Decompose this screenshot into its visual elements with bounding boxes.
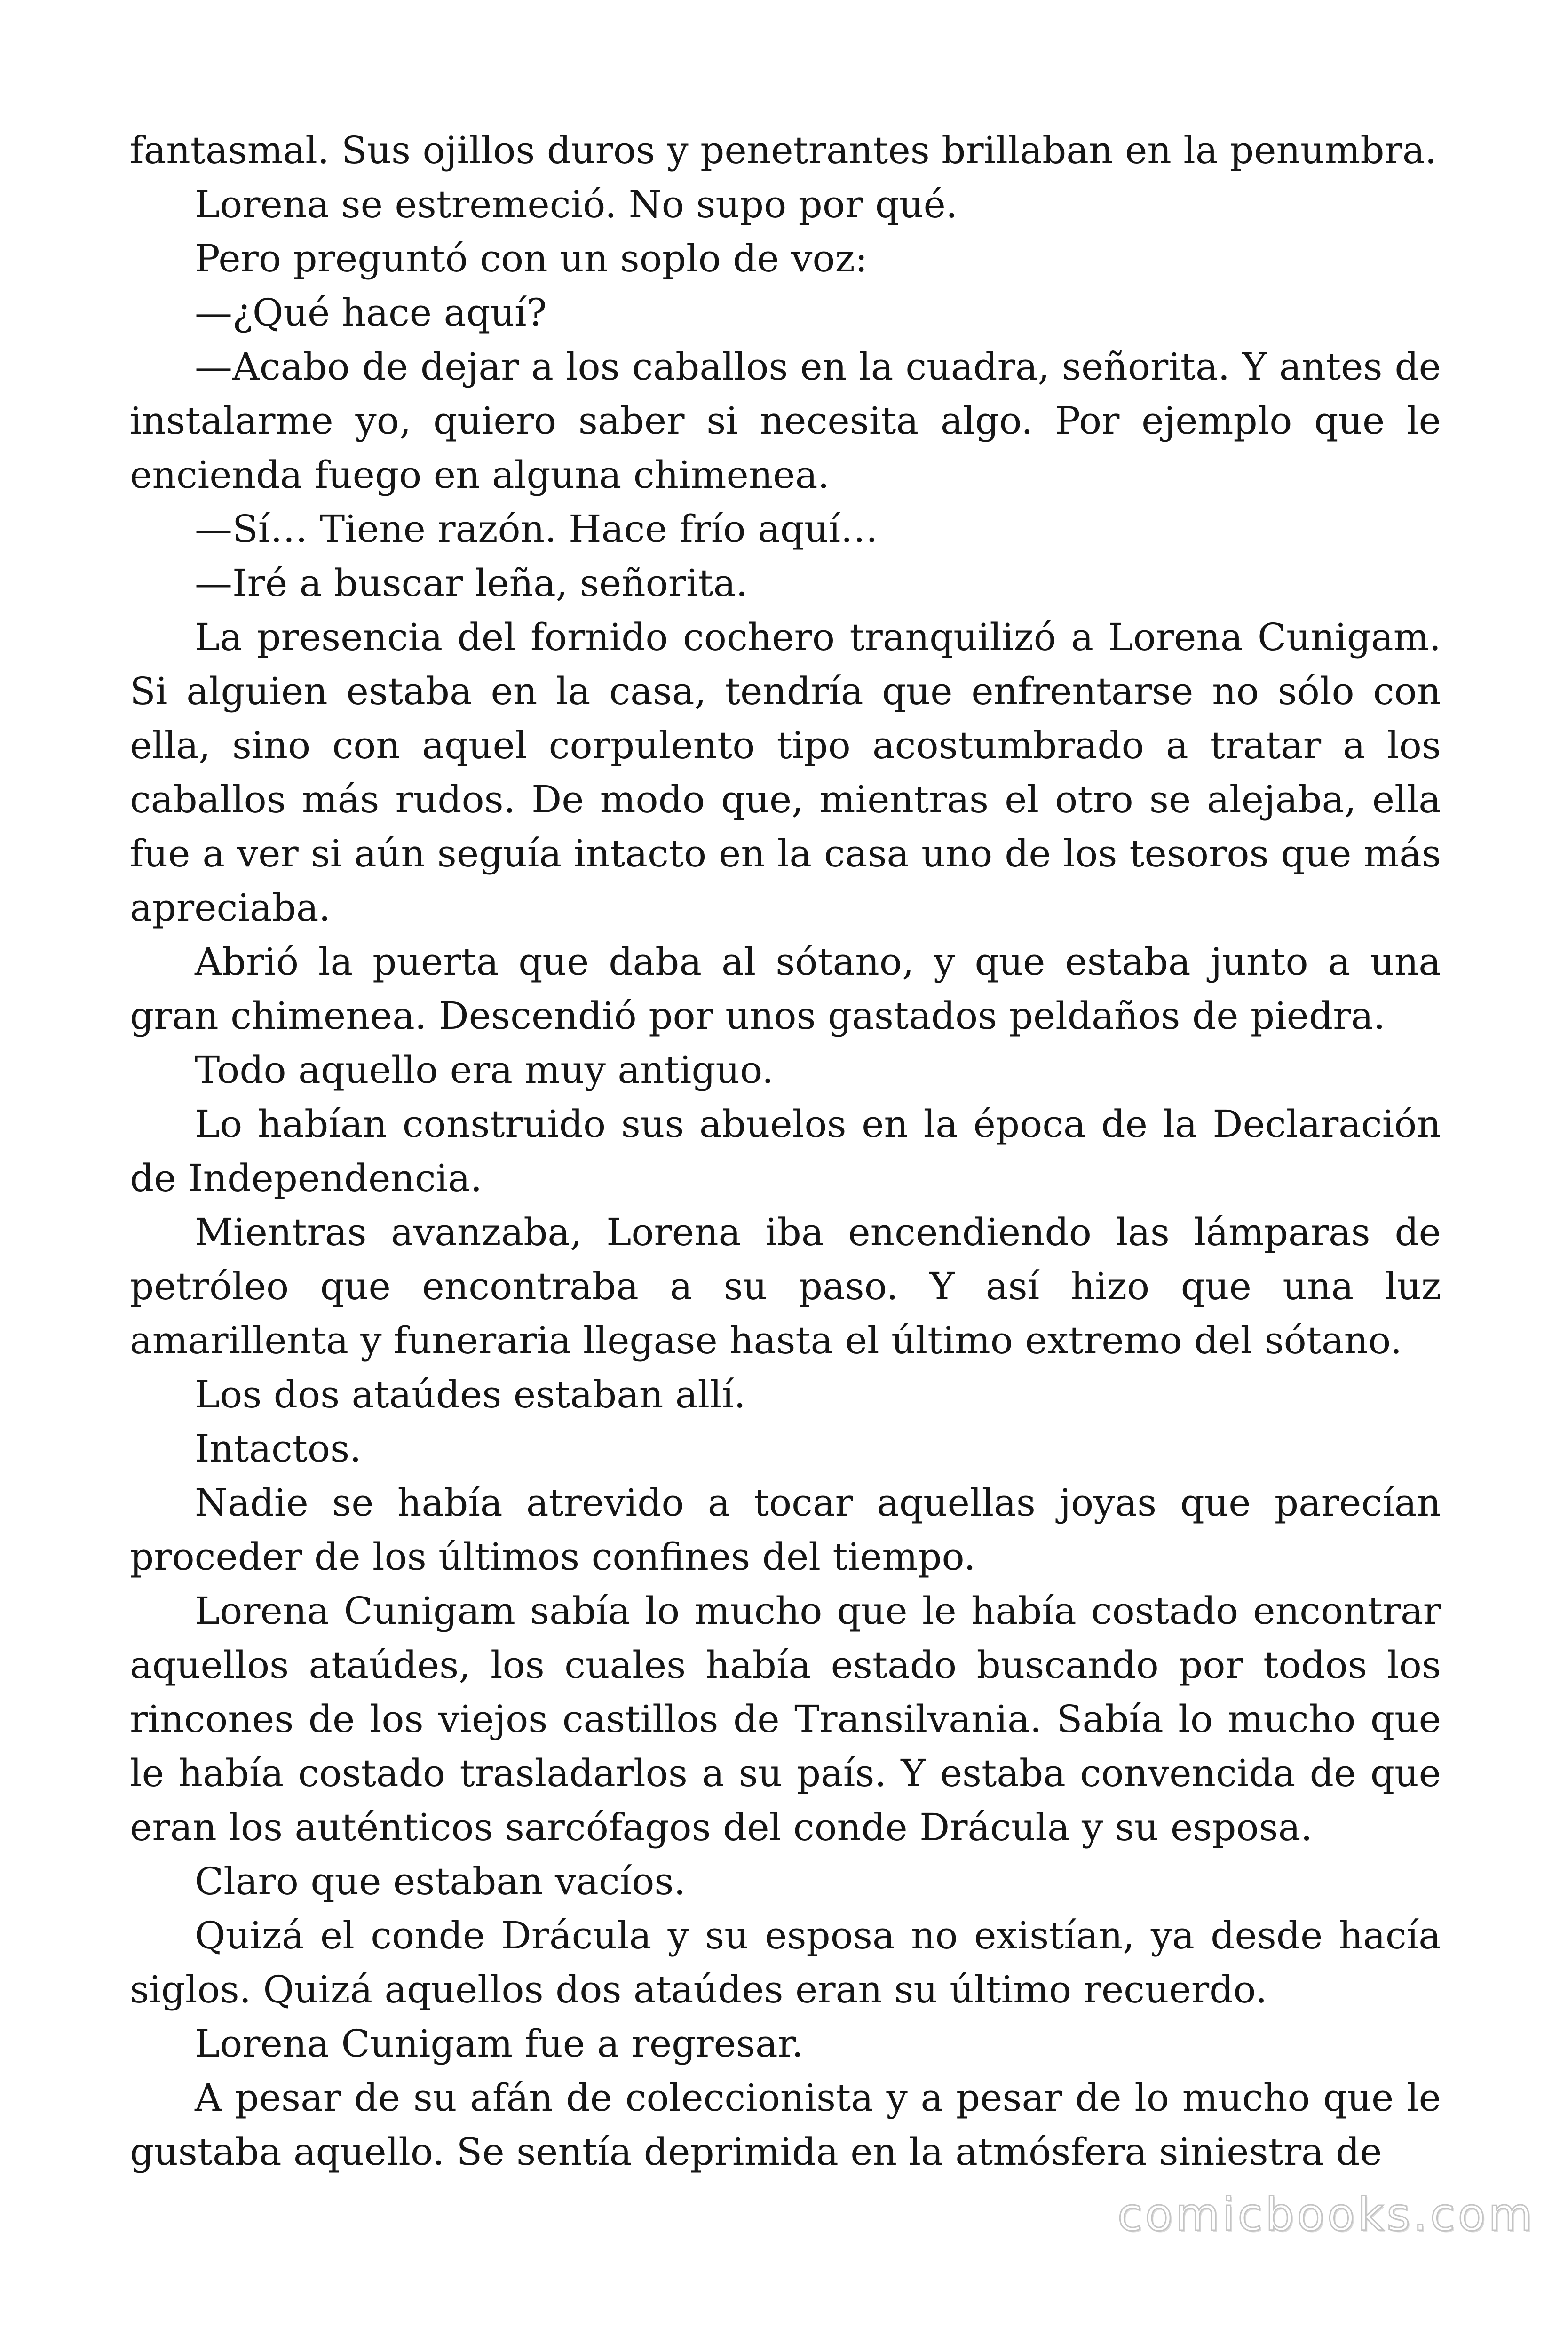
watermark: comicbooks.com — [1117, 2188, 1535, 2241]
dialogue-line: —Sí… Tiene razón. Hace frío aquí… — [195, 507, 879, 551]
paragraph: Claro que estaban vacíos. — [195, 1859, 686, 1903]
dialogue-line: —¿Qué hace aquí? — [195, 291, 547, 334]
paragraph: Nadie se había atrevido a tocar aquellas joyas que parecían proceder de los últimos confines del tiempo. — [130, 1481, 1441, 1579]
paragraph: Los dos ataúdes estaban allí. — [195, 1373, 746, 1416]
paragraph: Intactos. — [195, 1427, 362, 1470]
paragraph: Lorena Cunigam sabía lo mucho que le había costado encontrar aquellos ataúdes, los cuales había estado buscando por todos los rincones de los viejos castillos de Transilvania. Sabía lo mucho que le había costado trasladarlos a su país. Y estaba convencida de que eran los auténticos sarcófagos del conde Drácula y su esposa. — [130, 1589, 1441, 1849]
paragraph: Pero preguntó con un soplo de voz: — [195, 237, 868, 280]
paragraph: Mientras avanzaba, Lorena iba encendiendo las lámparas de petróleo que encontraba a su paso. Y así hizo que una luz amarillenta y funeraria llegase hasta el último extremo del sótano. — [130, 1210, 1441, 1362]
paragraph: Lo habían construido sus abuelos en la época de la Declaración de Independencia. — [130, 1102, 1441, 1200]
paragraph: Lorena se estremeció. No supo por qué. — [195, 183, 958, 226]
page-text — [130, 123, 1441, 2179]
paragraph: Todo aquello era muy antiguo. — [195, 1048, 774, 1092]
paragraph: fantasmal. Sus ojillos duros y penetrantes brillaban en la penumbra. — [130, 128, 1437, 172]
dialogue-line: —Acabo de dejar a los caballos en la cuadra, señorita. Y antes de instalarme yo, quiero saber si necesita algo. Por ejemplo que le encienda fuego en alguna chimenea. — [130, 345, 1441, 497]
paragraph: Lorena Cunigam fue a regresar. — [195, 2022, 804, 2066]
paragraph: La presencia del fornido cochero tranquilizó a Lorena Cunigam. Si alguien estaba en la casa, tendría que enfrentarse no sólo con ella, sino con aquel corpulento tipo acostumbrado a tratar a los caballos más rudos. De modo que, mientras el otro se alejaba, ella fue a ver si aún seguía intacto en la casa uno de los tesoros que más apreciaba. — [130, 615, 1441, 930]
paragraph: Abrió la puerta que daba al sótano, y que estaba junto a una gran chimenea. Descendió por unos gastados peldaños de piedra. — [130, 940, 1441, 1038]
paragraph: Quizá el conde Drácula y su esposa no existían, ya desde hacía siglos. Quizá aquellos dos ataúdes eran su último recuerdo. — [130, 1914, 1441, 2011]
paragraph: A pesar de su afán de coleccionista y a pesar de lo mucho que le gustaba aquello. Se sentía deprimida en la atmósfera siniestra de — [130, 2076, 1441, 2174]
dialogue-line: —Iré a buscar leña, señorita. — [195, 561, 748, 605]
